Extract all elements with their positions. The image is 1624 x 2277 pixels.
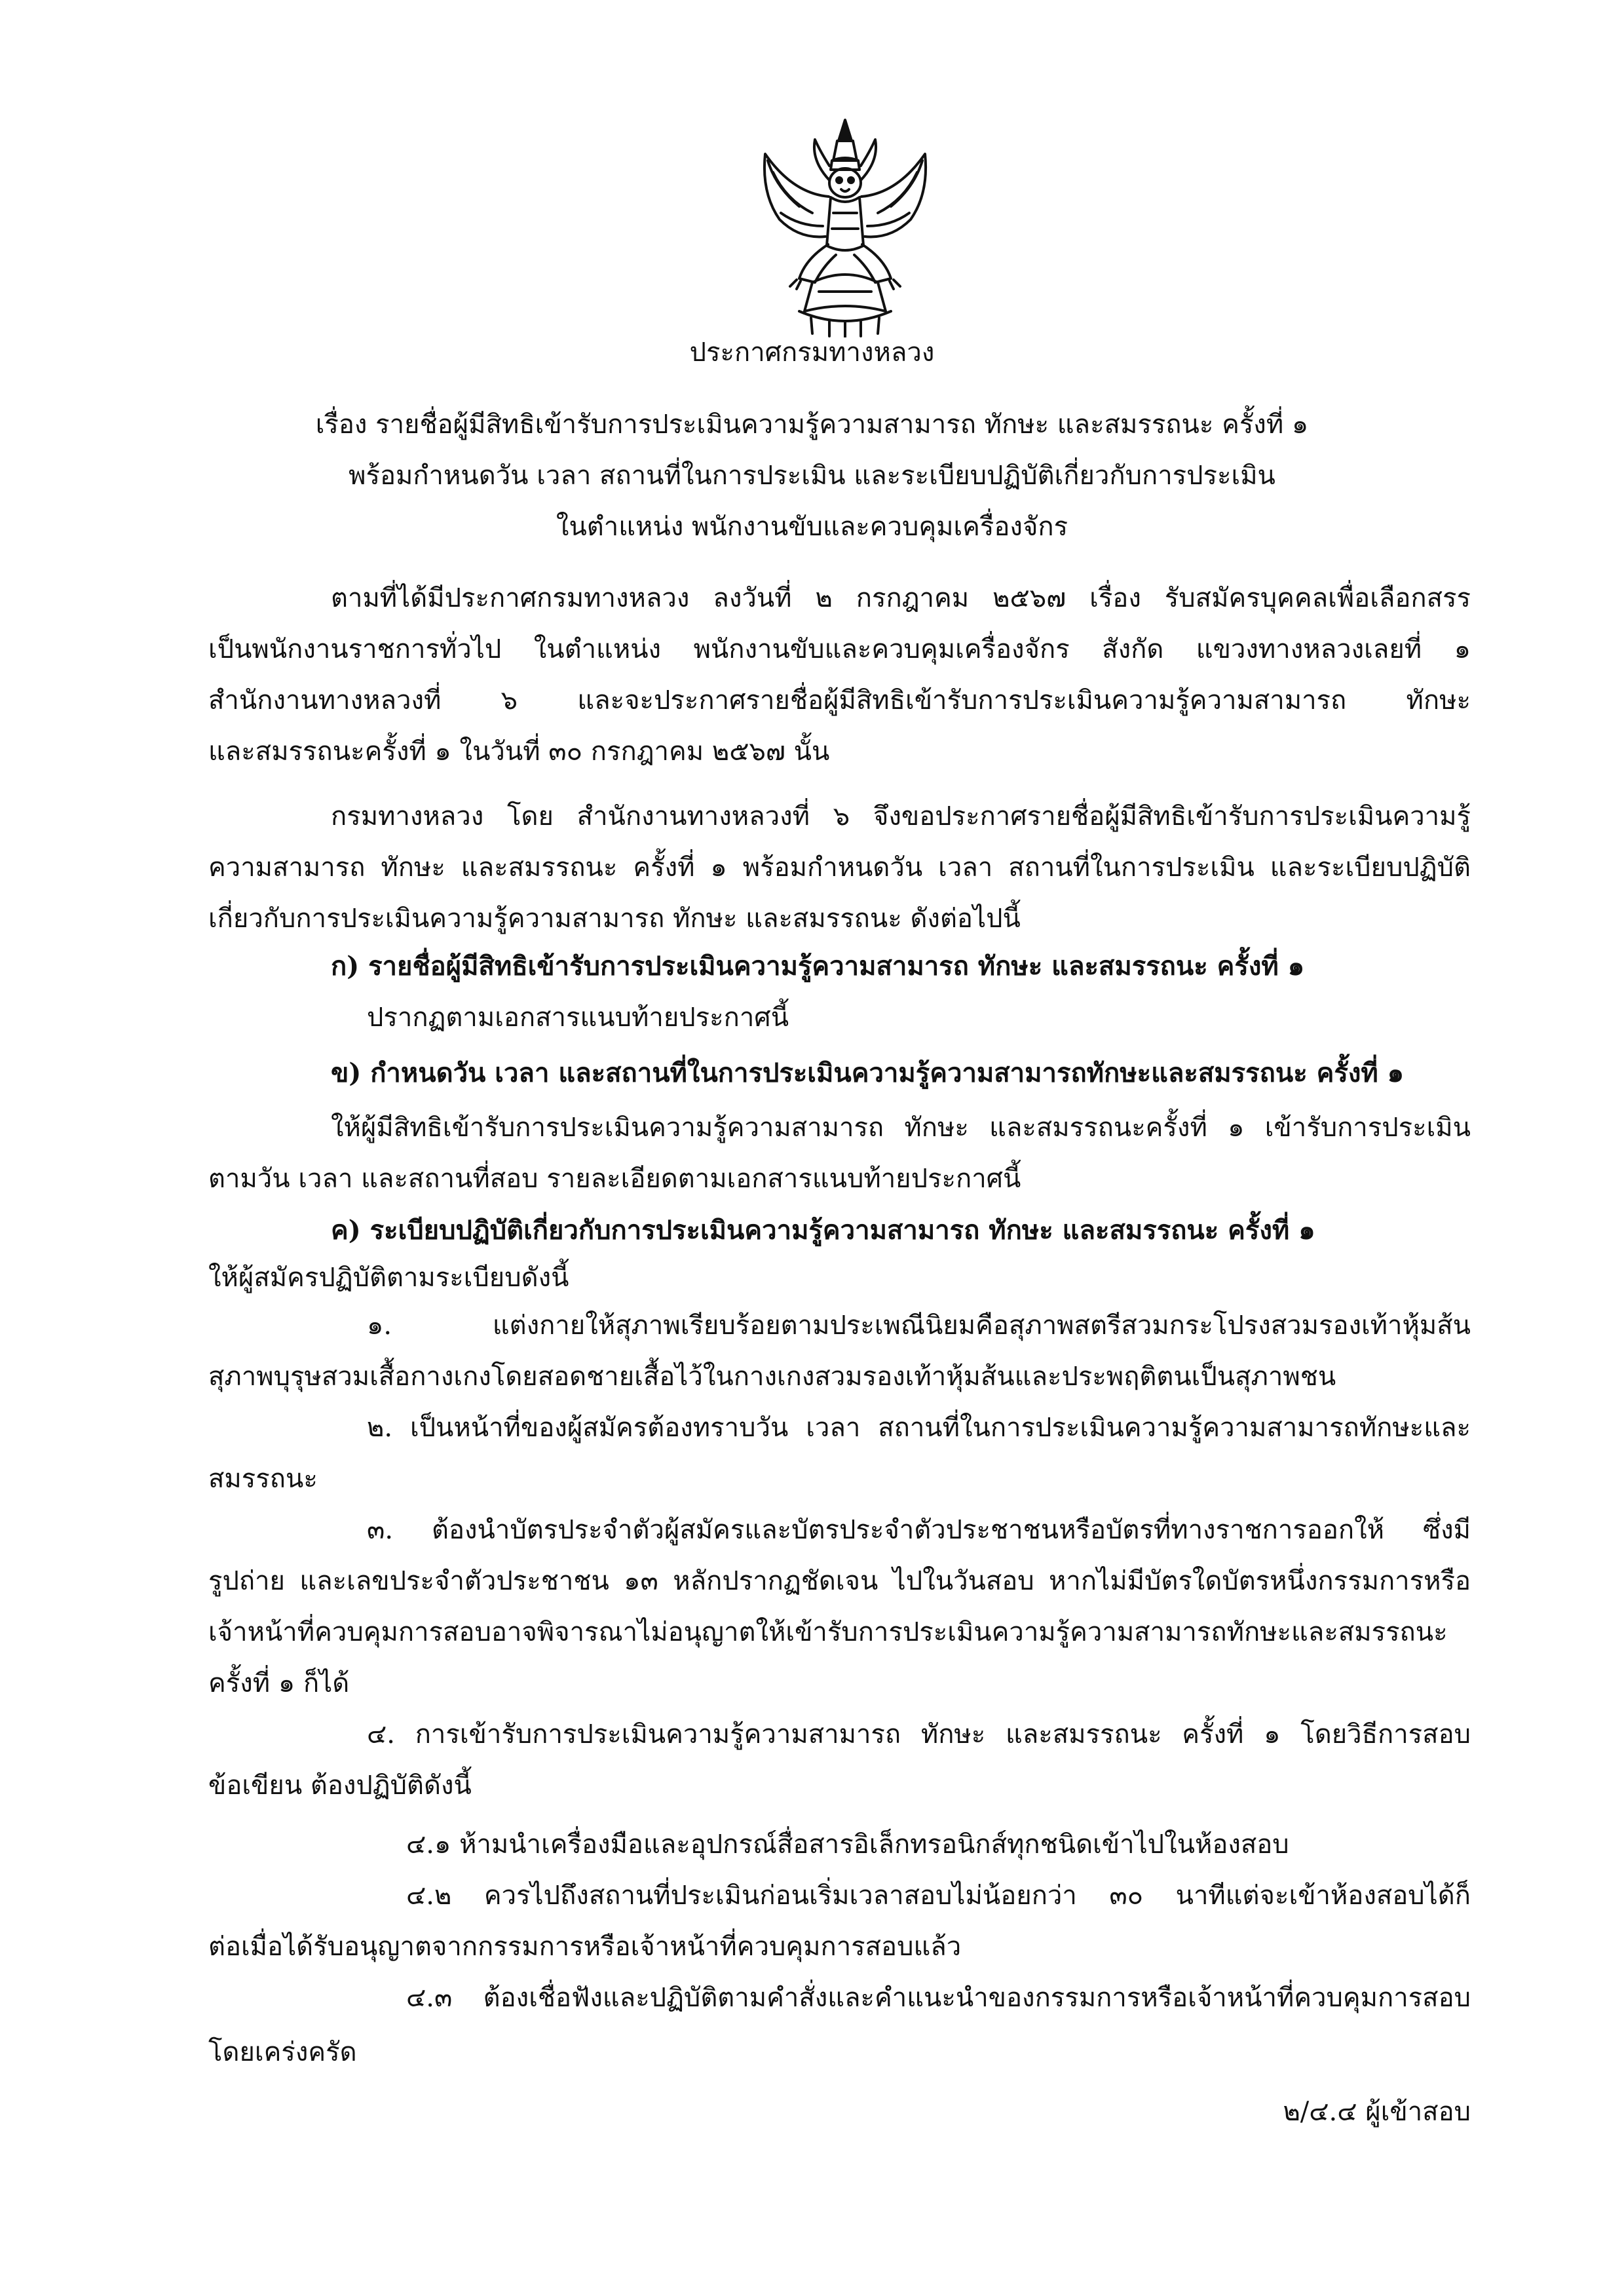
paragraph-2-line: ความสามารถ ทักษะ และสมรรถนะ ครั้งที่ ๑ พร้อมกำหนดวัน เวลา สถานที่ในการประเมิน และระเบียบปฏิบัติ (208, 852, 1471, 883)
paragraph-1-line: ตามที่ได้มีประกาศกรมทางหลวง ลงวันที่ ๒ กรกฎาคม ๒๕๖๗ เรื่อง รับสมัครบุคคลเพื่อเลือกสรร (331, 583, 1471, 613)
subject-line-3: ในตำแหน่ง พนักงานขับและควบคุมเครื่องจักร (556, 512, 1068, 542)
rule-item-2-line: ๒. เป็นหน้าที่ของผู้สมัครต้องทราบวัน เวลา สถานที่ในการประเมินความรู้ความสามารถทักษะและ (367, 1413, 1471, 1443)
rule-item-3-line: เจ้าหน้าที่ควบคุมการสอบอาจพิจารณาไม่อนุญาตให้เข้ารับการประเมินความรู้ความสามารถทักษะและสมรรถนะ (208, 1617, 1448, 1647)
paragraph-1-line: เป็นพนักงานราชการทั่วไป ในตำแหน่ง พนักงานขับและควบคุมเครื่องจักร สังกัด แขวงทางหลวงเลยที่ ๑ (208, 634, 1471, 664)
section-a-text: ปรากฏตามเอกสารแนบท้ายประกาศนี้ (367, 1003, 789, 1033)
rule-item-1-line: สุภาพบุรุษสวมเสื้อกางเกงโดยสอดชายเสื้อไว้ในกางเกงสวมรองเท้าหุ้มส้นและประพฤติตนเป็นสุภาพชน (208, 1362, 1336, 1392)
rule-item-4-2-line: ๔.๒ ควรไปถึงสถานที่ประเมินก่อนเริ่มเวลาสอบไม่น้อยกว่า ๓๐ นาทีแต่จะเข้าห้องสอบได้ก็ (406, 1881, 1471, 1911)
section-b-text-line: ให้ผู้มีสิทธิเข้ารับการประเมินความรู้ความสามารถ ทักษะ และสมรรถนะครั้งที่ ๑ เข้ารับการประเมิน (331, 1113, 1471, 1143)
rule-item-4-3-line: โดยเคร่งครัด (208, 2037, 357, 2067)
paragraph-1-line: สำนักงานทางหลวงที่ ๖ และจะประกาศรายชื่อผู้มีสิทธิเข้ารับการประเมินความรู้ความสามารถ ทักษะ (208, 685, 1471, 716)
rule-item-4-line: ข้อเขียน ต้องปฏิบัติดังนี้ (208, 1770, 472, 1801)
rule-item-4-2-line: ต่อเมื่อได้รับอนุญาตจากกรรมการหรือเจ้าหน้าที่ควบคุมการสอบแล้ว (208, 1932, 962, 1962)
announcement-agency: ประกาศกรมทางหลวง (689, 337, 935, 368)
rule-item-4-3-line: ๔.๓ ต้องเชื่อฟังและปฏิบัติตามคำสั่งและคำแนะนำของกรรมการหรือเจ้าหน้าที่ควบคุมการสอบ (406, 1983, 1471, 2013)
section-b-text-line: ตามวัน เวลา และสถานที่สอบ รายละเอียดตามเอกสารแนบท้ายประกาศนี้ (208, 1164, 1021, 1194)
paragraph-1-line: และสมรรถนะครั้งที่ ๑ ในวันที่ ๓๐ กรกฎาคม ๒๕๖๗ นั้น (208, 737, 830, 767)
rule-item-2-line: สมรรถนะ (208, 1464, 318, 1494)
rule-item-4-line: ๔. การเข้ารับการประเมินความรู้ความสามารถ ทักษะ และสมรรถนะ ครั้งที่ ๑ โดยวิธีการสอบ (367, 1719, 1471, 1750)
section-c-heading: ค) ระเบียบปฏิบัติเกี่ยวกับการประเมินความรู้ความสามารถ ทักษะ และสมรรถนะ ครั้งที่ ๑ (331, 1215, 1315, 1246)
rule-item-1-line: ๑. แต่งกายให้สุภาพเรียบร้อยตามประเพณีนิยมคือสุภาพสตรีสวมกระโปรงสวมรองเท้าหุ้มส้น (367, 1311, 1471, 1341)
section-a-heading: ก) รายชื่อผู้มีสิทธิเข้ารับการประเมินความรู้ความสามารถ ทักษะ และสมรรถนะ ครั้งที่ ๑ (331, 951, 1305, 982)
section-b-heading: ข) กำหนดวัน เวลา และสถานที่ในการประเมินความรู้ความสามารถทักษะและสมรรถนะ ครั้งที่ ๑ (331, 1058, 1405, 1088)
rule-item-3-line: ๓. ต้องนำบัตรประจำตัวผู้สมัครและบัตรประจำตัวประชาชนหรือบัตรที่ทางราชการออกให้ ซึ่งมี (367, 1515, 1471, 1545)
paragraph-2-line: กรมทางหลวง โดย สำนักงานทางหลวงที่ ๖ จึงขอประกาศรายชื่อผู้มีสิทธิเข้ารับการประเมินความรู้ (331, 801, 1471, 832)
paragraph-2-line: เกี่ยวกับการประเมินความรู้ความสามารถ ทักษะ และสมรรถนะ ดังต่อไปนี้ (208, 904, 1021, 934)
garuda-emblem-icon (734, 115, 956, 337)
subject-line-1: เรื่อง รายชื่อผู้มีสิทธิเข้ารับการประเมินความรู้ความสามารถ ทักษะ และสมรรถนะ ครั้งที่ ๑ (315, 410, 1309, 440)
page-continuation-marker: ๒/๔.๔ ผู้เข้าสอบ (1283, 2097, 1471, 2127)
rule-item-3-line: ครั้งที่ ๑ ก็ได้ (208, 1668, 350, 1698)
section-c-intro: ให้ผู้สมัครปฏิบัติตามระเบียบดังนี้ (208, 1263, 569, 1293)
subject-line-2: พร้อมกำหนดวัน เวลา สถานที่ในการประเมิน และระเบียบปฏิบัติเกี่ยวกับการประเมิน (349, 461, 1275, 491)
rule-item-4-1: ๔.๑ ห้ามนำเครื่องมือและอุปกรณ์สื่อสารอิเล็กทรอนิกส์ทุกชนิดเข้าไปในห้องสอบ (406, 1829, 1289, 1860)
rule-item-3-line: รูปถ่าย และเลขประจำตัวประชาชน ๑๓ หลักปรากฏชัดเจน ไปในวันสอบ หากไม่มีบัตรใดบัตรหนึ่งกรรมการหรือ (208, 1566, 1471, 1596)
